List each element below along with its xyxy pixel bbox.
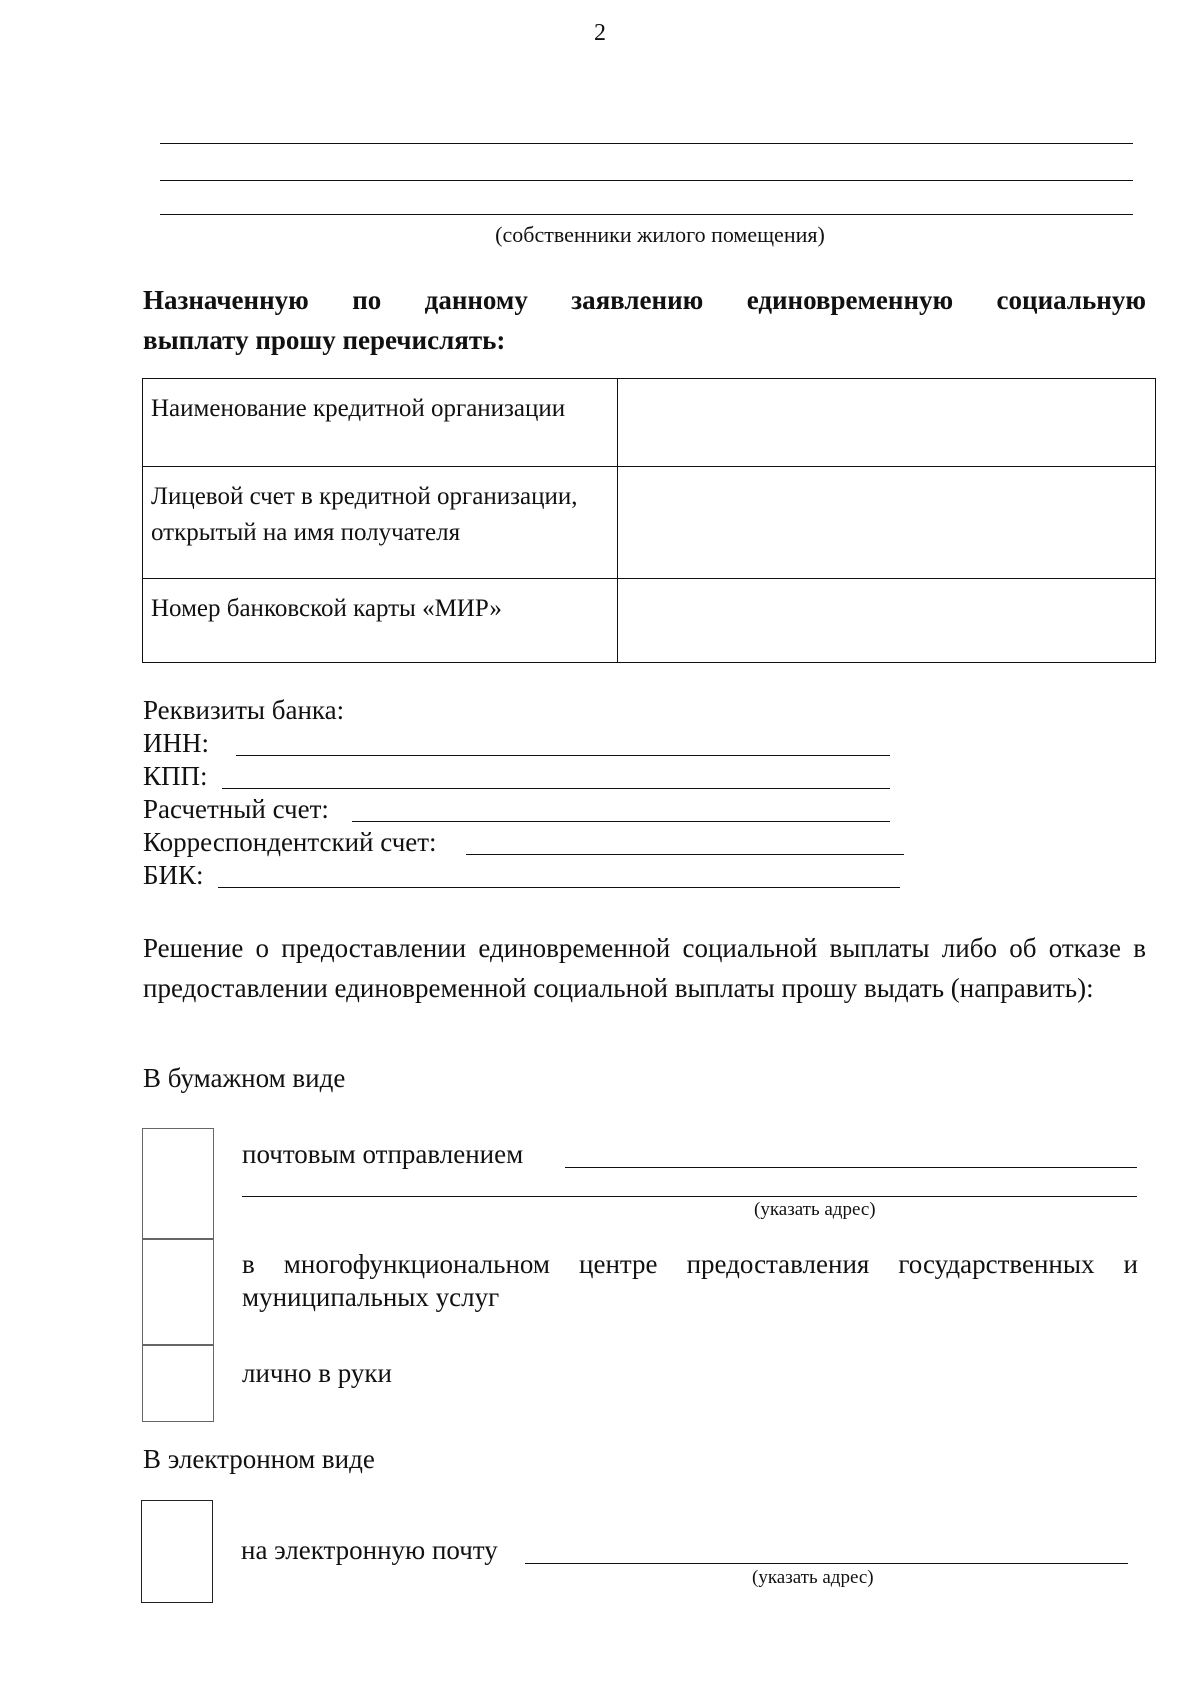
decision-text: Решение о предоставлении единовременной социальной выплаты либо об отказе в предоставлении единовременной социальной выплаты прошу выдать (направить): bbox=[143, 933, 1146, 1003]
post-address-field-2[interactable] bbox=[242, 1196, 1137, 1197]
kpp-label: КПП: bbox=[143, 761, 208, 791]
in-person-label: лично в руки bbox=[242, 1358, 392, 1388]
email-address-hint: (указать адрес) bbox=[752, 1567, 874, 1588]
inn-label: ИНН: bbox=[143, 728, 209, 758]
bik-field[interactable] bbox=[218, 887, 900, 888]
settlement-account-label: Расчетный счет: bbox=[143, 794, 329, 824]
payment-heading-line-1: Назначенную по данному заявлению единовременную социальную bbox=[143, 285, 1146, 315]
electronic-form-title: В электронном виде bbox=[143, 1444, 375, 1474]
email-label: на электронную почту bbox=[241, 1535, 498, 1565]
owner-line-2[interactable] bbox=[160, 180, 1133, 181]
settlement-account-field[interactable] bbox=[352, 821, 890, 822]
account-label: Лицевой счет в кредитной организации, открытый на имя получателя bbox=[143, 467, 618, 579]
correspondent-account-label: Корреспондентский счет: bbox=[143, 827, 437, 857]
account-field[interactable] bbox=[618, 467, 1156, 579]
payment-heading bbox=[143, 280, 1146, 360]
inn-field[interactable] bbox=[236, 755, 890, 756]
kpp-field[interactable] bbox=[222, 788, 890, 789]
mfc-label: в многофункциональном центре предоставления государственных и муниципальных услуг bbox=[242, 1249, 1138, 1312]
bik-label: БИК: bbox=[143, 860, 204, 890]
post-label: почтовым отправлением bbox=[242, 1139, 524, 1169]
owner-line-1[interactable] bbox=[160, 143, 1133, 144]
owners-caption: (собственники жилого помещения) bbox=[495, 222, 825, 247]
paper-form-title: В бумажном виде bbox=[143, 1063, 346, 1093]
owner-line-3[interactable] bbox=[160, 214, 1133, 215]
payment-heading-line-2: выплату прошу перечислять: bbox=[143, 325, 506, 355]
table-row bbox=[143, 379, 1156, 467]
mfc-checkbox[interactable] bbox=[142, 1238, 214, 1346]
mir-card-field[interactable] bbox=[618, 579, 1156, 663]
table-row bbox=[143, 579, 1156, 663]
post-address-hint: (указать адрес) bbox=[754, 1199, 876, 1220]
post-checkbox[interactable] bbox=[142, 1128, 214, 1240]
post-address-field[interactable] bbox=[565, 1167, 1137, 1168]
table-row bbox=[143, 467, 1156, 579]
email-address-field[interactable] bbox=[525, 1563, 1128, 1564]
bank-name-field[interactable] bbox=[618, 379, 1156, 467]
bank-details-table bbox=[142, 378, 1156, 663]
page-number: 2 bbox=[594, 20, 606, 46]
correspondent-account-field[interactable] bbox=[466, 854, 904, 855]
in-person-checkbox[interactable] bbox=[142, 1344, 214, 1422]
mir-card-label: Номер банковской карты «МИР» bbox=[143, 579, 618, 663]
email-checkbox[interactable] bbox=[141, 1500, 213, 1603]
requisites-title: Реквизиты банка: bbox=[143, 695, 345, 725]
bank-name-label: Наименование кредитной организации bbox=[143, 379, 618, 467]
